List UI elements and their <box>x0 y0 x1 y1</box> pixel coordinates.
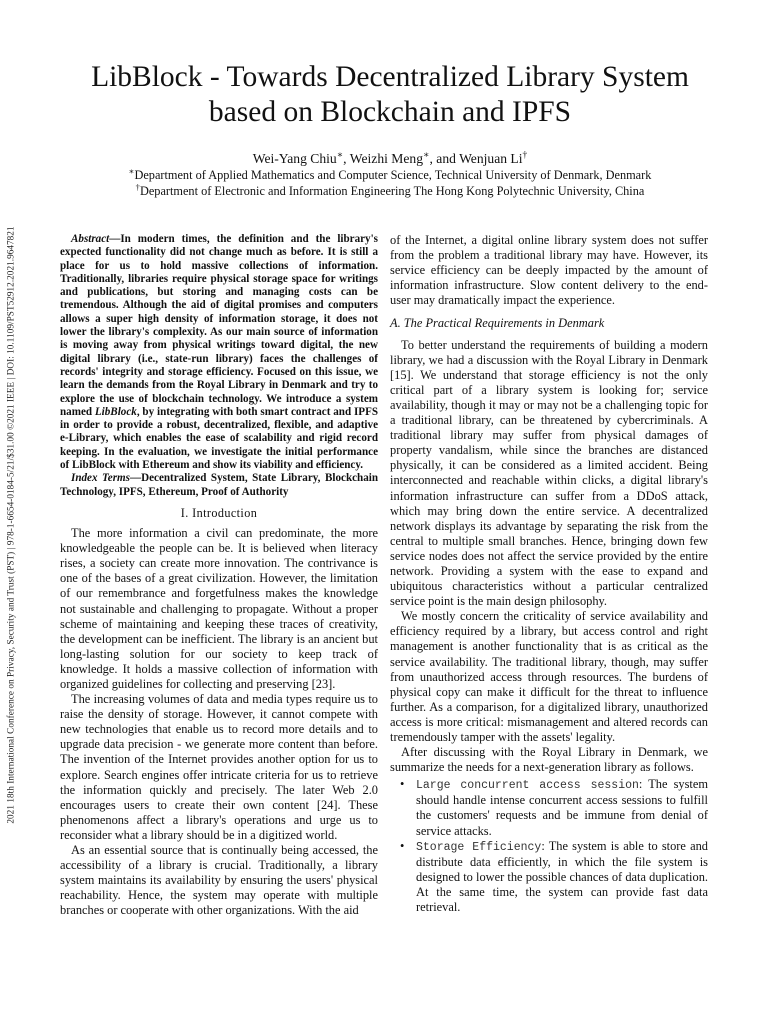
section-heading-introduction: I. Introduction <box>180 505 258 520</box>
intro-paragraph: The increasing volumes of data and media types require us to raise the density of storage. However, it cannot compete with new technologies that enable us to record more details and to upgrade data precision - we generate more content than before. The invention of the Internet provides another option for us to explore. Search engines offer intricate criteria for us to retrieve the information quickly and precisely. The later Web 2.0 encourages users to create their own content [24]. These phenomenons affect a library's operations and urge us to reconsider what a library should be in a digitized world. <box>60 692 378 842</box>
intro-paragraph: The more information a civil can predominate, the more knowledgeable the people can be. It is believed when literacy rises, a society can create more innovation. The contrivance is one of the bases of a great civilization. However, the limitation of our remembrance and forgetfulness makes the knowledge not sustainable and challenging to propagate. Without a proper scheme of maintaining and keeping these traces of creativity, the development can be inefficient. The library is an ancient but long-lasting solution for our society to keep track of knowledge. It holds a massive collection of information with organized guidelines for collecting and preserving [23]. <box>60 526 378 691</box>
continued-paragraph: of the Internet, a digital online library system does not suffer from the problem a traditional library may have. However, its service efficiency can be deeply impacted by the amount of information infrastructure. Slow content delivery to the end-user may dramatically impact the experience. <box>390 233 708 308</box>
intro-paragraph: As an essential source that is continually being accessed, the accessibility of a library is crucial. Traditionally, a library system maintains its availability by ensuring the users' physical reachability. Hence, the system may operate with multiple branches or cooperate with other organizations. With the aid <box>60 843 378 918</box>
bullet-icon: • <box>400 838 405 853</box>
conference-sidebar <box>2 180 20 870</box>
subsection-heading: A. The Practical Requirements in Denmark <box>390 316 605 331</box>
conference-doi-text: 2021 18th International Conference on Privacy, Security and Trust (PST) | 978-1-6654-0184-5/21/$31.00 ©2021 IEEE | DOI: 10.1109/PST52912.2021.9647821 <box>6 226 17 824</box>
affiliation-1: ∗Department of Applied Mathematics and Computer Science, Technical University of Denmark, Denmark <box>128 165 652 182</box>
author-name: Weizhi Meng <box>349 151 424 166</box>
left-column <box>60 233 378 918</box>
author-name: Wei-Yang Chiu <box>252 151 337 166</box>
abstract: Abstract—In modern times, the definition and the library's expected functionality did not change much as before. It is still a place for us to hold massive collections of information. Traditionally, libraries require physical storage space for writings and publications, but storing and managing costs can be tremendous. Although the aid of digital promises and computers allows a super high density of information storage, it does not lower the library's complexity. As our main source of information is moving away from physical writings toward digital, the new digital library (i.e., state-run library) faces the challenges of records' integrity and storage efficiency. Focused on this issue, we learn the demands from the Royal Library in Denmark and try to explore the use of blockchain technology. We introduce a system named LibBlock, by integrating with both smart contract and IPFS in order to provide a robust, decentralized, flexible, and adaptive e-Library, which enables the ease of scalability and rigid record keeping. In the evaluation, we investigate the initial performance of LibBlock with Ethereum and show its viability and efficiency. <box>60 233 379 472</box>
bullet-icon: • <box>400 777 405 792</box>
body-paragraph: After discussing with the Royal Library in Denmark, we summarize the needs for a next-generation library as follows. <box>390 745 708 775</box>
paper-title: LibBlock - Towards Decentralized Library System based on Blockchain and IPFS <box>91 61 689 128</box>
author-list: Wei-Yang Chiu∗, Weizhi Meng∗, and Wenjuan Li† <box>252 150 528 166</box>
list-item: • Storage Efficiency: The system is able to store and distribute data efficiently, in which the file system is designed to lower the possible chances of data duplication. At the same time, the system can provide fast data retrieval. <box>400 838 708 915</box>
index-terms: Index Terms—Decentralized System, State Library, Blockchain Technology, IPFS, Ethereum, Proof of Authority <box>60 472 379 498</box>
body-paragraph: We mostly concern the criticality of service availability and efficiency required by a library, but access control and right management is another functionality that is as critical as the service availability. The traditional library, though, may suffer from unauthorized access through resources. The burdens of physical copy can make it difficult for the threat to influence further. As a comparison, for a digitalized library, unauthorized access is more critical: mismanagement and altered records can tremendously tamper with the assets' legality. <box>390 609 708 744</box>
requirements-list <box>390 777 708 915</box>
body-paragraph: To better understand the requirements of building a modern library, we had a discussion with the Royal Library in Denmark [15]. We understand that storage efficiency is not the only critical part of a library system is looking for; service availability, though it may or may not be a challenging topic for a traditional library, can be threatened by cybercriminals. A traditional library may suffer from physical damages of property vandalism, while since the branches are distanced physically, it can be considered as a limited accident. Being interconnected and reachable within clicks, a digital library's information infrastructure can suffer from a DDoS attack, which may bring down the entire service. A decentralized network displays its advantage by separating the risk from the central to multiple small branches. Hence, bringing down few service nodes does not affect the service provided by the entire network. Providing a system with the ease to expand and ubiquitous characteristics without a particular centralized service point is the main design philosophy. <box>390 337 708 609</box>
right-column <box>390 233 708 915</box>
affiliation-2: †Department of Electronic and Information Engineering The Hong Kong Polytechnic University, China <box>135 181 645 198</box>
list-item: • Large concurrent access session: The system should handle intense concurrent access sessions to fulfill the customers' requests and be immune from denial of service attacks. <box>400 777 708 838</box>
author-name: Wenjuan Li <box>459 151 523 166</box>
paper-header <box>40 60 740 199</box>
